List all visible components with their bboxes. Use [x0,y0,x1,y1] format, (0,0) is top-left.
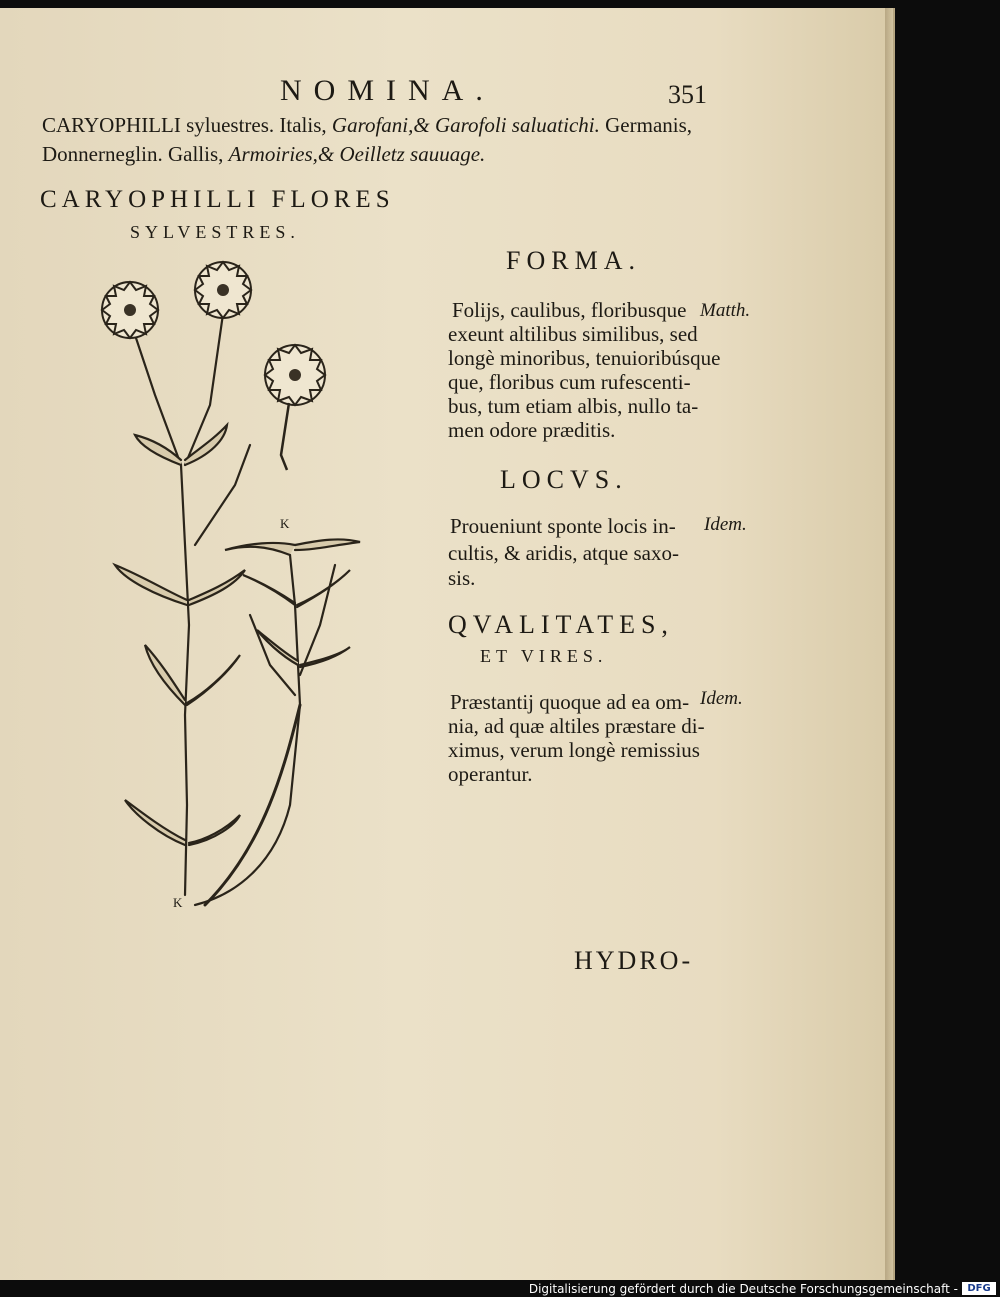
margin-note-qualitates: Idem. [700,688,743,709]
section-heading-locus: LOCVS. [500,465,628,494]
section-heading-forma: FORMA. [506,246,641,275]
page-edge-shadow [885,8,895,1280]
qualitates-line-2: nia, ad quæ altiles præstare di- [448,714,705,738]
dfg-logo: DFG [962,1282,996,1295]
forma-line-6: men odore præditis. [448,418,616,442]
names-line-2-german: Donnerneglin. [42,142,163,166]
qualitates-line-1: Præstantij quoque ad ea om- [450,690,690,714]
names-line-2 [42,142,485,167]
carnation-woodcut-illustration [85,245,385,925]
names-line-1-german-label: Germanis, [605,113,693,137]
names-line-1-italian: Garofani,& Garofoli saluatichi. [331,113,600,137]
locus-line-2: cultis, & aridis, atque saxo- [448,541,679,565]
forma-line-2: exeunt altilibus similibus, sed [448,322,698,346]
forma-line-4: que, floribus cum rufescenti- [448,370,691,394]
section-subheading-vires: ET VIRES. [480,646,608,666]
names-line-2-french-label: Gallis, [167,142,224,166]
running-title: NOMINA. [280,74,495,107]
plant-title-line-1: CARYOPHILLI FLORES [40,186,395,213]
locus-line-3: sis. [448,566,476,590]
flower-head-2 [195,262,251,318]
qualitates-line-4: operantur. [448,762,533,786]
margin-note-locus: Idem. [704,514,747,535]
illustration-label-k-bottom: K [173,895,183,910]
locus-line-1: Proueniunt sponte locis in- [450,514,676,538]
section-heading-qualitates: QVALITATES, [448,610,674,639]
catchword: HYDRO- [574,946,694,975]
illustration-label-k-top: K [280,516,290,531]
page-number: 351 [668,80,707,109]
names-line-2-french: Armoiries,& Oeilletz sauuage. [228,142,486,166]
flower-head-1 [102,282,158,338]
forma-line-5: bus, tum etiam albis, nullo ta- [448,394,699,418]
margin-note-forma: Matth. [700,300,751,321]
forma-line-1: Folijs, caulibus, floribusque [452,298,687,322]
flower-head-3 [265,345,325,470]
forma-line-3: longè minoribus, tenuioribúsque [448,346,721,370]
names-line-1-roman: CARYOPHILLI syluestres. Italis, [42,113,327,137]
plant-title-line-2: SYLVESTRES. [130,222,300,242]
qualitates-line-3: ximus, verum longè remissius [448,738,700,762]
names-line-1 [42,113,692,138]
funding-credit: Digitalisierung gefördert durch die Deutsche Forschungsgemeinschaft - [528,1282,958,1296]
